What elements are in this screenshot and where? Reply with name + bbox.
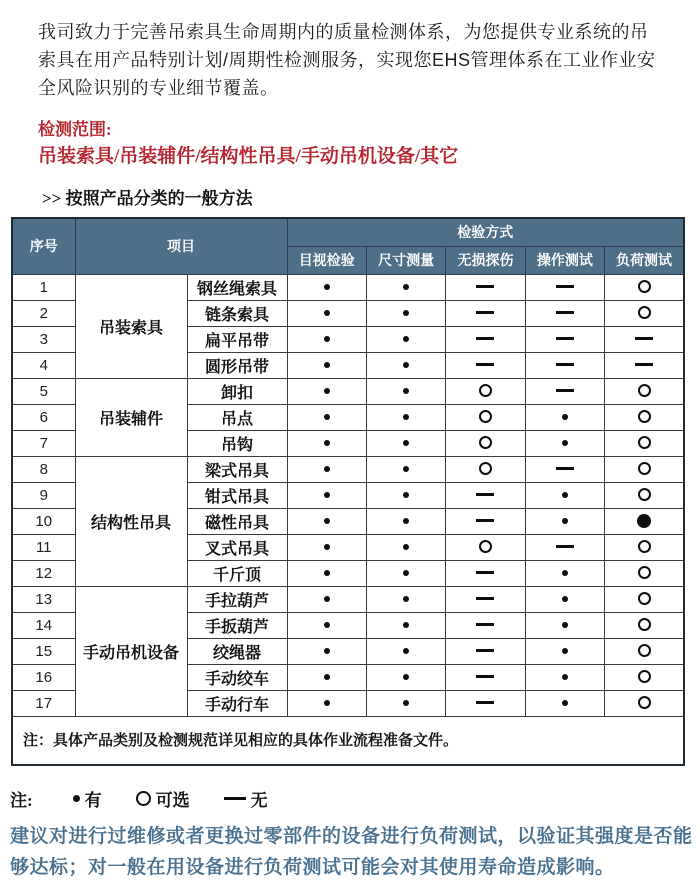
dash-symbol <box>556 363 574 366</box>
mark-cell <box>525 456 604 482</box>
dot-symbol <box>403 544 409 550</box>
dot-symbol <box>562 492 568 498</box>
mark-cell <box>605 430 684 456</box>
legend-item-label: 可选 <box>155 790 190 810</box>
mark-cell <box>366 378 445 404</box>
category-cell: 结构性吊具 <box>75 456 187 586</box>
item-cell: 手扳葫芦 <box>187 612 287 638</box>
legend-item <box>136 786 190 811</box>
circle-symbol <box>638 488 651 501</box>
mark-cell <box>525 352 604 378</box>
dash-symbol <box>476 493 494 496</box>
category-cell: 吊装索具 <box>75 274 187 378</box>
mark-cell <box>366 300 445 326</box>
item-cell: 扁平吊带 <box>187 326 287 352</box>
mark-cell <box>605 664 684 690</box>
row-number: 6 <box>12 404 75 430</box>
mark-cell <box>287 612 366 638</box>
mark-cell <box>287 560 366 586</box>
header-method-dimension: 尺寸测量 <box>366 246 445 274</box>
row-number: 15 <box>12 638 75 664</box>
circle-symbol <box>638 462 651 475</box>
dot-symbol <box>403 674 409 680</box>
dash-symbol <box>476 701 494 704</box>
header-item: 项目 <box>75 218 287 274</box>
circle-symbol <box>638 566 651 579</box>
row-number: 7 <box>12 430 75 456</box>
mark-cell <box>287 352 366 378</box>
circle-symbol <box>638 644 651 657</box>
inspection-table-body <box>12 274 684 765</box>
dot-symbol <box>562 414 568 420</box>
item-cell: 梁式吊具 <box>187 456 287 482</box>
circle-symbol <box>638 410 651 423</box>
dash-symbol <box>476 571 494 574</box>
dot-symbol <box>562 674 568 680</box>
dot-symbol <box>324 648 330 654</box>
circle-symbol <box>136 791 151 806</box>
item-cell: 千斤顶 <box>187 560 287 586</box>
dot-symbol <box>324 570 330 576</box>
mark-cell <box>525 664 604 690</box>
dot-symbol <box>562 622 568 628</box>
item-cell: 手拉葫芦 <box>187 586 287 612</box>
mark-cell <box>287 456 366 482</box>
mark-cell <box>366 482 445 508</box>
mark-cell <box>446 482 525 508</box>
header-method-load: 负荷测试 <box>605 246 684 274</box>
category-cell: 手动吊机设备 <box>75 586 187 716</box>
mark-cell <box>525 430 604 456</box>
dash-symbol <box>556 311 574 314</box>
table-row <box>12 456 684 482</box>
circle-symbol <box>479 410 492 423</box>
row-number: 9 <box>12 482 75 508</box>
dot-symbol <box>324 440 330 446</box>
row-number: 12 <box>12 560 75 586</box>
mark-cell <box>525 638 604 664</box>
dash-symbol <box>556 545 574 548</box>
table-row <box>12 274 684 300</box>
mark-cell <box>366 638 445 664</box>
mark-cell <box>525 300 604 326</box>
mark-cell <box>366 690 445 716</box>
row-number: 3 <box>12 326 75 352</box>
dash-symbol <box>476 649 494 652</box>
dot-symbol <box>324 466 330 472</box>
mark-cell <box>446 378 525 404</box>
mark-cell <box>366 404 445 430</box>
circle-symbol <box>638 592 651 605</box>
mark-cell <box>525 274 604 300</box>
mark-cell <box>605 352 684 378</box>
mark-cell <box>525 326 604 352</box>
scope-title: 检测范围: <box>38 120 112 139</box>
item-cell: 手动行车 <box>187 690 287 716</box>
mark-cell <box>446 274 525 300</box>
row-number: 17 <box>12 690 75 716</box>
legend-item <box>224 786 268 811</box>
circle-symbol <box>638 280 651 293</box>
mark-cell <box>525 404 604 430</box>
dot-symbol <box>403 518 409 524</box>
mark-cell <box>605 560 684 586</box>
dash-symbol <box>556 285 574 288</box>
mark-cell <box>287 586 366 612</box>
mark-cell <box>366 326 445 352</box>
mark-cell <box>525 482 604 508</box>
mark-cell <box>366 508 445 534</box>
item-cell: 手动绞车 <box>187 664 287 690</box>
dot-symbol <box>403 648 409 654</box>
row-number: 5 <box>12 378 75 404</box>
item-cell: 卸扣 <box>187 378 287 404</box>
mark-cell <box>446 612 525 638</box>
circle-symbol <box>479 462 492 475</box>
mark-cell <box>446 664 525 690</box>
mark-cell <box>446 508 525 534</box>
dash-symbol <box>224 797 246 800</box>
header-method-operation: 操作测试 <box>525 246 604 274</box>
dot-symbol <box>324 674 330 680</box>
dash-symbol <box>476 337 494 340</box>
circle-symbol <box>638 540 651 553</box>
mark-cell <box>605 300 684 326</box>
legend-item-label: 无 <box>250 790 268 810</box>
mark-cell <box>287 430 366 456</box>
mark-cell <box>605 612 684 638</box>
mark-cell <box>287 664 366 690</box>
circle-symbol <box>479 540 492 553</box>
dash-symbol <box>635 363 653 366</box>
circle-symbol <box>638 670 651 683</box>
mark-cell <box>525 690 604 716</box>
table-note: 注：具体产品类别及检测规范详见相应的具体作业流程准备文件。 <box>12 716 684 765</box>
row-number: 4 <box>12 352 75 378</box>
legend-label: 注: <box>10 790 33 810</box>
dash-symbol <box>476 519 494 522</box>
mark-cell <box>366 612 445 638</box>
mark-cell <box>446 456 525 482</box>
item-cell: 圆形吊带 <box>187 352 287 378</box>
dot-symbol <box>403 310 409 316</box>
mark-cell <box>287 482 366 508</box>
item-cell: 吊点 <box>187 404 287 430</box>
dot-symbol <box>562 596 568 602</box>
mark-cell <box>366 560 445 586</box>
mark-cell <box>366 586 445 612</box>
mark-cell <box>287 378 366 404</box>
mark-cell <box>525 560 604 586</box>
mark-cell <box>446 300 525 326</box>
table-note-row <box>12 716 684 765</box>
mark-cell <box>287 508 366 534</box>
mark-cell <box>605 274 684 300</box>
mark-cell <box>446 534 525 560</box>
mark-cell <box>366 352 445 378</box>
row-number: 13 <box>12 586 75 612</box>
inspection-table <box>11 217 685 766</box>
section-heading: >> 按照产品分类的一般方法 <box>42 189 253 208</box>
dot-symbol <box>562 518 568 524</box>
circle-symbol <box>638 436 651 449</box>
legend-items <box>73 786 302 811</box>
mark-cell <box>446 690 525 716</box>
row-number: 8 <box>12 456 75 482</box>
mark-cell <box>525 378 604 404</box>
item-cell: 链条索具 <box>187 300 287 326</box>
table-header <box>12 218 684 274</box>
mark-cell <box>366 664 445 690</box>
mark-cell <box>287 690 366 716</box>
mark-cell <box>446 430 525 456</box>
mark-cell <box>446 404 525 430</box>
mark-cell <box>287 326 366 352</box>
dash-symbol <box>556 389 574 392</box>
dot-symbol <box>403 440 409 446</box>
mark-cell <box>605 534 684 560</box>
dot-symbol <box>562 440 568 446</box>
mark-cell <box>366 274 445 300</box>
legend-item-label: 有 <box>84 790 102 810</box>
dash-symbol <box>476 623 494 626</box>
mark-cell <box>605 404 684 430</box>
dash-symbol <box>476 285 494 288</box>
item-cell: 磁性吊具 <box>187 508 287 534</box>
item-cell: 叉式吊具 <box>187 534 287 560</box>
dash-symbol <box>556 337 574 340</box>
category-cell: 吊装辅件 <box>75 378 187 456</box>
dash-symbol <box>476 363 494 366</box>
item-cell: 绞绳器 <box>187 638 287 664</box>
dot-symbol <box>324 518 330 524</box>
scope-items: 吊装索具/吊装辅件/结构性吊具/手动吊机设备/其它 <box>38 146 459 167</box>
row-number: 1 <box>12 274 75 300</box>
item-cell: 钳式吊具 <box>187 482 287 508</box>
row-number: 14 <box>12 612 75 638</box>
dot-symbol <box>403 284 409 290</box>
mark-cell <box>446 352 525 378</box>
row-number: 16 <box>12 664 75 690</box>
table-row <box>12 586 684 612</box>
row-number: 10 <box>12 508 75 534</box>
item-cell: 吊钩 <box>187 430 287 456</box>
mark-cell <box>605 482 684 508</box>
mark-cell <box>605 326 684 352</box>
mark-cell <box>605 508 684 534</box>
circle-symbol <box>638 306 651 319</box>
header-seq: 序号 <box>12 218 75 274</box>
circle-symbol <box>479 384 492 397</box>
mark-cell <box>287 404 366 430</box>
dot-symbol <box>403 466 409 472</box>
dot-symbol <box>324 414 330 420</box>
legend-item <box>73 786 102 811</box>
header-method-group: 检验方式 <box>287 218 684 246</box>
mark-cell <box>287 300 366 326</box>
mark-cell <box>525 508 604 534</box>
dot-symbol <box>324 596 330 602</box>
mark-cell <box>605 638 684 664</box>
dot-symbol <box>403 700 409 706</box>
dash-symbol <box>476 675 494 678</box>
mark-cell <box>366 534 445 560</box>
header-method-ndt: 无损探伤 <box>446 246 525 274</box>
mark-cell <box>605 586 684 612</box>
legend <box>10 786 700 811</box>
dot-symbol <box>403 362 409 368</box>
mark-cell <box>446 638 525 664</box>
mark-cell <box>446 586 525 612</box>
header-method-visual: 目视检验 <box>287 246 366 274</box>
dash-symbol <box>635 337 653 340</box>
dot-symbol <box>324 284 330 290</box>
mark-cell <box>605 456 684 482</box>
dot-symbol <box>562 700 568 706</box>
circle-symbol <box>638 618 651 631</box>
dot-symbol <box>403 336 409 342</box>
dot-symbol <box>324 622 330 628</box>
dot-symbol <box>403 622 409 628</box>
mark-cell <box>525 534 604 560</box>
mark-cell <box>525 586 604 612</box>
intro-paragraph: 我司致力于完善吊索具生命周期内的质量检测体系，为您提供专业系统的吊索具在用产品特别计划/周期性检测服务，实现您EHS管理体系在工业作业安全风险识别的专业细节覆盖。 <box>38 22 656 98</box>
filled-circle-symbol <box>637 514 651 528</box>
circle-symbol <box>638 696 651 709</box>
dot-symbol <box>562 648 568 654</box>
table-row <box>12 378 684 404</box>
mark-cell <box>605 690 684 716</box>
mark-cell <box>366 430 445 456</box>
dot-symbol <box>403 570 409 576</box>
item-cell: 钢丝绳索具 <box>187 274 287 300</box>
dot-symbol <box>562 570 568 576</box>
mark-cell <box>287 274 366 300</box>
dot-symbol <box>403 388 409 394</box>
dot-symbol <box>403 492 409 498</box>
row-number: 11 <box>12 534 75 560</box>
dot-symbol <box>324 544 330 550</box>
dot-symbol <box>324 388 330 394</box>
dash-symbol <box>476 311 494 314</box>
dash-symbol <box>476 597 494 600</box>
dot-symbol <box>73 795 80 802</box>
dot-symbol <box>324 362 330 368</box>
dot-symbol <box>324 310 330 316</box>
mark-cell <box>605 378 684 404</box>
dot-symbol <box>324 700 330 706</box>
dot-symbol <box>403 596 409 602</box>
mark-cell <box>446 560 525 586</box>
dot-symbol <box>324 492 330 498</box>
dot-symbol <box>324 336 330 342</box>
dot-symbol <box>403 414 409 420</box>
circle-symbol <box>479 436 492 449</box>
circle-symbol <box>638 384 651 397</box>
mark-cell <box>525 612 604 638</box>
header-row-1 <box>12 218 684 246</box>
mark-cell <box>446 326 525 352</box>
dash-symbol <box>556 467 574 470</box>
footer-note: 建议对进行过维修或者更换过零部件的设备进行负荷测试，以验证其强度是否能够达标；对一般在用设备进行负荷测试可能会对其使用寿命造成影响。 <box>10 825 693 878</box>
row-number: 2 <box>12 300 75 326</box>
mark-cell <box>287 638 366 664</box>
mark-cell <box>287 534 366 560</box>
mark-cell <box>366 456 445 482</box>
